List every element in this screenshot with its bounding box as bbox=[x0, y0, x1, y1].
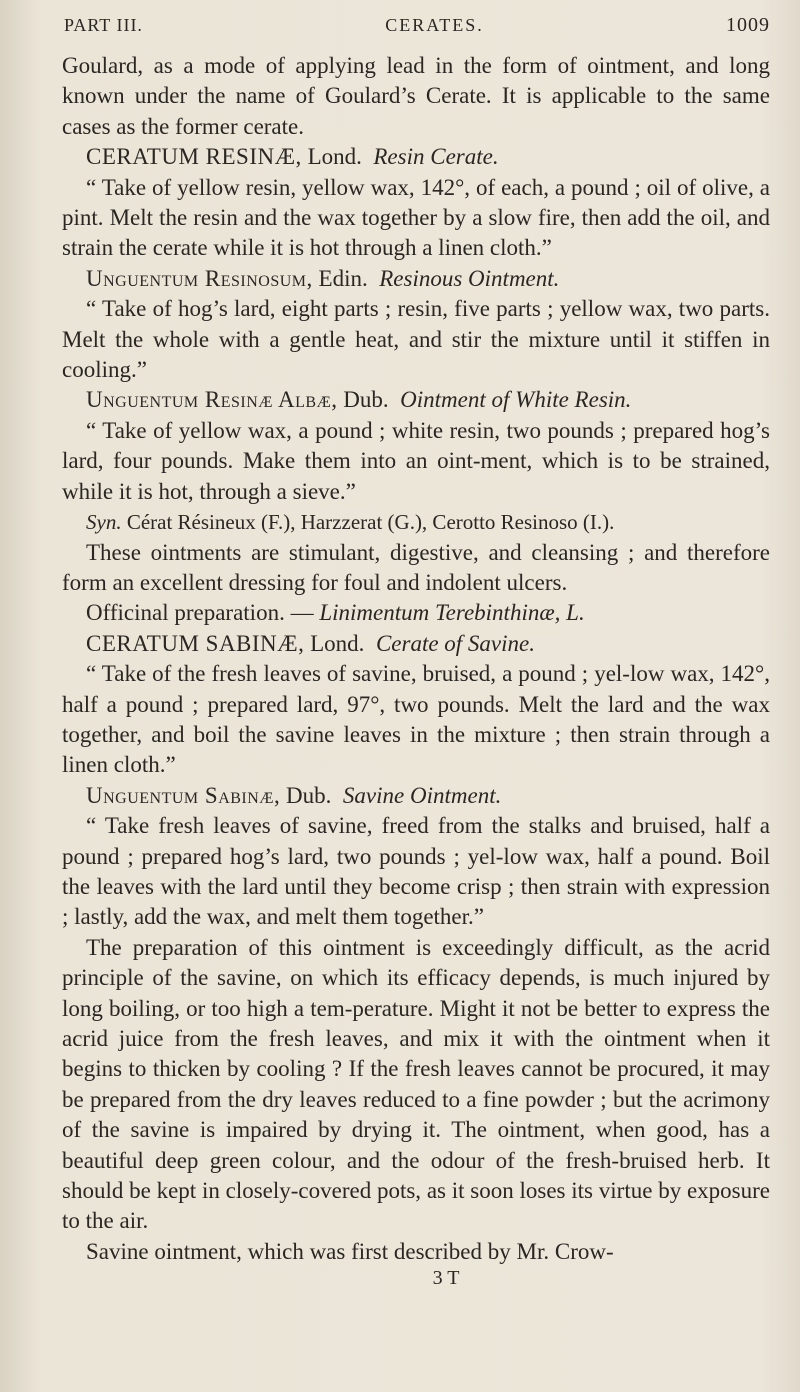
heading-latin: Unguentum Resinæ Albæ, bbox=[86, 387, 338, 413]
recipe-resinous-ointment: “ Take of hog’s lard, eight parts ; resin, five parts ; yellow wax, two parts. Melt the whole with a gentle heat, and stir the mixture until it stiffen in cooling.” bbox=[62, 296, 770, 383]
synonyms-text: Cérat Résineux (F.), Harzzerat (G.), Cerotto Resinoso (I.). bbox=[126, 510, 615, 535]
officinal-item: Linimentum Terebinthinæ, L. bbox=[319, 600, 585, 626]
signature-mark: 3 T bbox=[432, 1267, 460, 1290]
heading-unguentum-resinosum bbox=[62, 264, 770, 294]
paragraph-goulard: Goulard, as a mode of applying lead in the form of ointment, and long known under the name of Goulard’s Cerate. It is applicable to the same cases as the former cerate. bbox=[62, 53, 770, 139]
heading-english: Savine Ointment. bbox=[342, 782, 502, 808]
part-label: PART III. bbox=[64, 15, 143, 35]
recipe-resin-cerate: “ Take of yellow resin, yellow wax, 142°, of each, a pound ; oil of olive, a pint. Melt the resin and the wax together by a slow fire, then add the oil, and strain the cerate while it is hot through a linen cloth.” bbox=[62, 174, 770, 261]
heading-source: Dub. bbox=[343, 387, 389, 413]
officinal-label: Officinal preparation. — bbox=[86, 600, 314, 626]
heading-source: Lond. bbox=[307, 144, 362, 170]
synonyms-label: Syn. bbox=[86, 510, 122, 535]
body-text bbox=[62, 51, 770, 1267]
page-number: 1009 bbox=[725, 14, 770, 36]
recipe-white-resin: “ Take of yellow wax, a pound ; white resin, two pounds ; prepared hog’s lard, four pounds. Make them into an oint-ment, which is to be strained, while it is hot, through a sieve.” bbox=[62, 417, 770, 504]
paragraph-uses: These ointments are stimulant, digestive, and cleansing ; and therefore form an excellent dressing for foul and indolent ulcers. bbox=[62, 539, 770, 595]
synonyms bbox=[62, 507, 770, 537]
officinal-preparation bbox=[62, 598, 770, 628]
heading-latin: Unguentum Resinosum, bbox=[86, 265, 313, 291]
paragraph-savine-ointment: Savine ointment, which was first described by Mr. Crow- bbox=[86, 1238, 614, 1264]
section-title: CERATES. bbox=[385, 15, 484, 35]
recipe-savine-ointment: “ Take fresh leaves of savine, freed from the stalks and bruised, half a pound ; prepared hog’s lard, two pounds ; yel-low wax, half a pound. Boil the leaves with the lard until they become crisp ; then strain with expression ; lastly, add the wax, and melt them together.” bbox=[62, 813, 770, 930]
heading-unguentum-sabinae bbox=[62, 781, 770, 811]
heading-english: Ointment of White Resin. bbox=[400, 387, 632, 413]
heading-source: Dub. bbox=[286, 782, 332, 808]
heading-latin: CERATUM RESINÆ, bbox=[86, 144, 302, 170]
heading-ceratum-resinae bbox=[62, 142, 770, 172]
recipe-savine-cerate: “ Take of the fresh leaves of savine, bruised, a pound ; yel-low wax, 142°, half a pound ; prepared lard, 97°, two pounds. Melt the lard and the wax together, and boil the savine leaves in the mixture ; then strain through a linen cloth.” bbox=[62, 661, 770, 778]
heading-ceratum-sabinae bbox=[62, 629, 770, 659]
heading-source: Lond. bbox=[310, 630, 365, 656]
heading-english: Resin Cerate. bbox=[373, 144, 499, 170]
paragraph-preparation: The preparation of this ointment is exceedingly difficult, as the acrid principle of the savine, on which its efficacy depends, is much injured by long boiling, or too high a tem-perature. Might it not be better to express the acrid juice from the fresh leaves, and mix it with the ointment when it begins to thicken by cooling ? If the fresh leaves cannot be procured, it may be prepared from the dry leaves reduced to a fine powder ; but the acrimony of the savine is impaired by drying it. The ointment, when good, has a beautiful deep green colour, and the odour of the fresh-bruised herb. It should be kept in closely-covered pots, as it soon loses its virtue by exposure to the air. bbox=[62, 934, 770, 1234]
heading-latin: CERATUM SABINÆ, bbox=[86, 630, 305, 656]
running-head bbox=[62, 14, 770, 37]
heading-latin: Unguentum Sabinæ, bbox=[86, 782, 281, 808]
heading-unguentum-resinae-albae bbox=[62, 385, 770, 415]
heading-english: Resinous Ointment. bbox=[379, 265, 560, 291]
heading-english: Cerate of Savine. bbox=[375, 630, 535, 656]
heading-source: Edin. bbox=[318, 265, 368, 291]
